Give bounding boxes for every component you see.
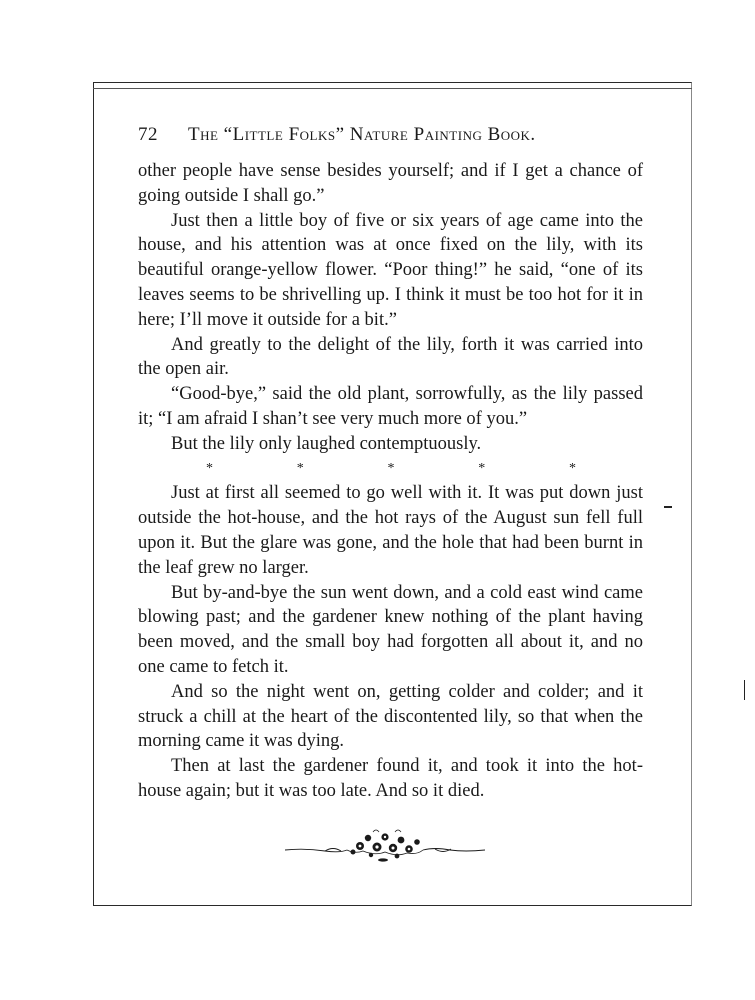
paragraph: Then at last the gardener found it, and took it into the hot-house again; but it was too late. And so it died. [138, 756, 643, 801]
paragraph: And greatly to the delight of the lily, forth it was carried into the open air. [138, 334, 643, 380]
paragraph: But the lily only laughed contemptuously. [171, 433, 482, 454]
paragraph: But by-and-bye the sun went down, and a cold east wind came blowing past; and the gardener knew nothing of the plant having been moved, and the small boy had forgotten all about it, and no one came to fetch it. [138, 582, 643, 677]
section-separator [206, 457, 576, 482]
body-text [138, 159, 643, 804]
paragraph: “Good-bye,” said the old plant, sorrowfully, as the lily passed it; “I am afraid I shan’t see very much more of you.” [138, 384, 643, 429]
margin-mark [744, 680, 745, 700]
running-header [138, 124, 648, 146]
paragraph: And so the night went on, getting colder and colder; and it struck a chill at the heart of the discontented lily, so that when the morning came it was dying. [138, 681, 643, 752]
asterisk: * [387, 460, 395, 476]
paragraph: Just at first all seemed to go well with it. It was put down just outside the hot-house, and the hot rays of the August sun fell full upon it. But the glare was gone, and the hole that had been burnt in the leaf grew no larger. [138, 483, 643, 578]
paragraph: Just then a little boy of five or six years of age came into the house, and his attention was at once fixed on the lily, with its beautiful orange-yellow flower. “Poor thing!” he said, “one of its leaves seems to be shrivelling up. I think it must be too hot for it in here; I’ll move it outside for a bit.” [138, 210, 643, 330]
frame-double-rule [93, 88, 692, 89]
asterisk: * [569, 460, 576, 476]
asterisk: * [206, 460, 213, 476]
floral-tailpiece-icon [285, 820, 485, 880]
page-number: 72 [138, 124, 158, 145]
asterisk: * [478, 460, 486, 476]
book-title: The “Little Folks” Nature Painting Book. [188, 124, 536, 145]
asterisk: * [296, 460, 304, 476]
margin-mark [664, 506, 672, 508]
paragraph: other people have sense besides yourself; and if I get a chance of going outside I shall go.” [138, 161, 643, 206]
